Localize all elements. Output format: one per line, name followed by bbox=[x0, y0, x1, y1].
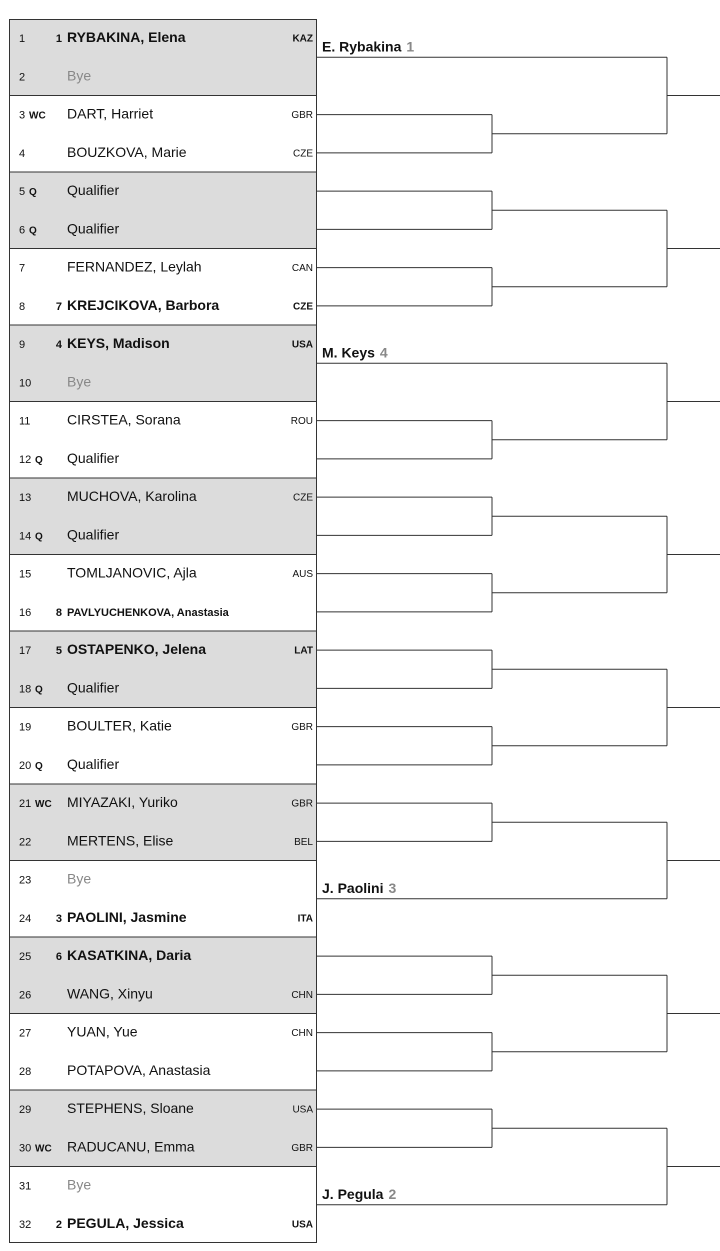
player-name: FERNANDEZ, Leylah bbox=[67, 258, 202, 275]
seed-number: 8 bbox=[55, 606, 62, 619]
advancer-seed: 2 bbox=[388, 1185, 397, 1202]
entry-tag: Q bbox=[35, 531, 43, 543]
player-name: Bye bbox=[67, 67, 92, 84]
player-name: Qualifier bbox=[67, 182, 120, 199]
player-name: PAVLYUCHENKOVA, Anastasia bbox=[67, 606, 229, 619]
draw-position: 20 bbox=[19, 759, 32, 772]
entry-tag: Q bbox=[35, 684, 43, 696]
country-code: GBR bbox=[291, 110, 313, 122]
country-code: CAN bbox=[291, 263, 313, 275]
seed-number: 2 bbox=[55, 1218, 62, 1231]
country-code: AUS bbox=[292, 569, 313, 581]
player-name: BOUZKOVA, Marie bbox=[67, 143, 187, 160]
draw-position: 14 bbox=[19, 530, 32, 543]
player-name: OSTAPENKO, Jelena bbox=[67, 641, 207, 658]
country-code: GBR bbox=[291, 1142, 313, 1154]
draw-position: 23 bbox=[19, 874, 32, 887]
player-name: RADUCANU, Emma bbox=[67, 1138, 195, 1155]
country-code: GBR bbox=[291, 798, 313, 810]
advancer-seed: 3 bbox=[388, 879, 397, 896]
draw-position: 17 bbox=[19, 645, 32, 658]
advancer-name bbox=[322, 38, 414, 54]
draw-position: 19 bbox=[19, 721, 32, 734]
country-code: CZE bbox=[293, 492, 313, 504]
player-name: BOULTER, Katie bbox=[67, 717, 172, 734]
player-name: Qualifier bbox=[67, 220, 120, 237]
draw-position: 8 bbox=[19, 300, 26, 313]
advancer-name bbox=[322, 880, 396, 896]
advancer-name-text: M. Keys bbox=[322, 344, 375, 361]
country-code: CHN bbox=[291, 1028, 313, 1040]
draw-position: 16 bbox=[19, 606, 32, 619]
country-code: CZE bbox=[293, 148, 313, 160]
draw-position: 15 bbox=[19, 568, 32, 581]
pair-shade bbox=[9, 172, 317, 249]
draw-position: 26 bbox=[19, 989, 32, 1002]
country-code: GBR bbox=[291, 722, 313, 734]
seed-number: 3 bbox=[55, 912, 62, 925]
draw-position: 4 bbox=[19, 147, 26, 160]
draw-position: 6 bbox=[19, 224, 26, 237]
entry-tag: WC bbox=[29, 110, 46, 122]
player-name: MIYAZAKI, Yuriko bbox=[67, 794, 178, 811]
country-code: LAT bbox=[294, 645, 313, 657]
draw-position: 31 bbox=[19, 1180, 32, 1193]
player-name: MERTENS, Elise bbox=[67, 832, 174, 849]
player-name: WANG, Xinyu bbox=[67, 985, 153, 1002]
draw-position: 24 bbox=[19, 912, 32, 925]
player-name: MUCHOVA, Karolina bbox=[67, 488, 197, 505]
draw-position: 12 bbox=[19, 453, 32, 466]
country-code: BEL bbox=[294, 836, 313, 848]
country-code: ROU bbox=[290, 416, 313, 428]
advancer-name-text: J. Pegula bbox=[322, 1185, 384, 1202]
draw-position: 11 bbox=[19, 415, 31, 428]
draw-position: 21 bbox=[19, 798, 32, 811]
player-name: TOMLJANOVIC, Ajla bbox=[67, 564, 197, 581]
draw-position: 3 bbox=[19, 109, 26, 122]
seed-number: 7 bbox=[55, 300, 62, 313]
draw-position: 28 bbox=[19, 1065, 32, 1078]
advancer-name bbox=[322, 1186, 396, 1202]
entry-tag: WC bbox=[35, 799, 52, 811]
country-code: USA bbox=[291, 1219, 313, 1231]
advancer-seed: 1 bbox=[406, 38, 415, 55]
player-name: Bye bbox=[67, 373, 92, 390]
player-name: YUAN, Yue bbox=[67, 1023, 138, 1040]
draw-position: 18 bbox=[19, 683, 32, 696]
draw-position: 5 bbox=[19, 186, 26, 199]
seed-number: 1 bbox=[55, 33, 62, 46]
player-name: Bye bbox=[67, 1176, 92, 1193]
draw-position: 2 bbox=[19, 71, 26, 84]
player-name: CIRSTEA, Sorana bbox=[67, 411, 181, 428]
seed-number: 5 bbox=[55, 645, 62, 658]
player-name: Qualifier bbox=[67, 679, 120, 696]
player-name: Qualifier bbox=[67, 449, 120, 466]
draw-position: 29 bbox=[19, 1104, 32, 1117]
country-code: CHN bbox=[291, 989, 313, 1001]
country-code: USA bbox=[291, 339, 313, 351]
draw-position: 25 bbox=[19, 951, 32, 964]
seed-number: 6 bbox=[55, 951, 62, 964]
player-name: Qualifier bbox=[67, 755, 120, 772]
advancer-seed: 4 bbox=[379, 344, 388, 361]
country-code: ITA bbox=[297, 913, 313, 925]
player-name: DART, Harriet bbox=[67, 105, 154, 122]
advancer-name-text: J. Paolini bbox=[322, 879, 384, 896]
draw-position: 1 bbox=[19, 33, 26, 46]
draw-position: 7 bbox=[19, 262, 26, 275]
draw-position: 27 bbox=[19, 1027, 32, 1040]
seed-number: 4 bbox=[55, 339, 62, 352]
draw-position: 32 bbox=[19, 1218, 32, 1231]
player-name: PEGULA, Jessica bbox=[67, 1214, 184, 1231]
player-name: RYBAKINA, Elena bbox=[67, 29, 186, 46]
player-name: POTAPOVA, Anastasia bbox=[67, 1061, 211, 1078]
player-name: KASATKINA, Daria bbox=[67, 947, 192, 964]
player-name: KREJCIKOVA, Barbora bbox=[67, 296, 220, 313]
draw-position: 30 bbox=[19, 1142, 32, 1155]
entry-tag: WC bbox=[35, 1143, 52, 1155]
player-name: STEPHENS, Sloane bbox=[67, 1100, 194, 1117]
entry-tag: Q bbox=[35, 760, 43, 772]
player-name: PAOLINI, Jasmine bbox=[67, 908, 187, 925]
draw-position: 10 bbox=[19, 377, 32, 390]
country-code: USA bbox=[292, 1104, 313, 1116]
country-code: KAZ bbox=[292, 33, 313, 45]
entry-tag: Q bbox=[29, 225, 37, 237]
player-name: KEYS, Madison bbox=[67, 335, 170, 352]
player-name: Qualifier bbox=[67, 526, 120, 543]
entry-tag: Q bbox=[35, 454, 43, 466]
draw-position: 22 bbox=[19, 836, 32, 849]
entry-tag: Q bbox=[29, 187, 37, 199]
advancer-name-text: E. Rybakina bbox=[322, 38, 402, 55]
advancer-name bbox=[322, 344, 388, 360]
draw-position: 9 bbox=[19, 339, 26, 352]
draw-position: 13 bbox=[19, 492, 32, 505]
player-name: Bye bbox=[67, 870, 92, 887]
country-code: CZE bbox=[293, 301, 313, 313]
